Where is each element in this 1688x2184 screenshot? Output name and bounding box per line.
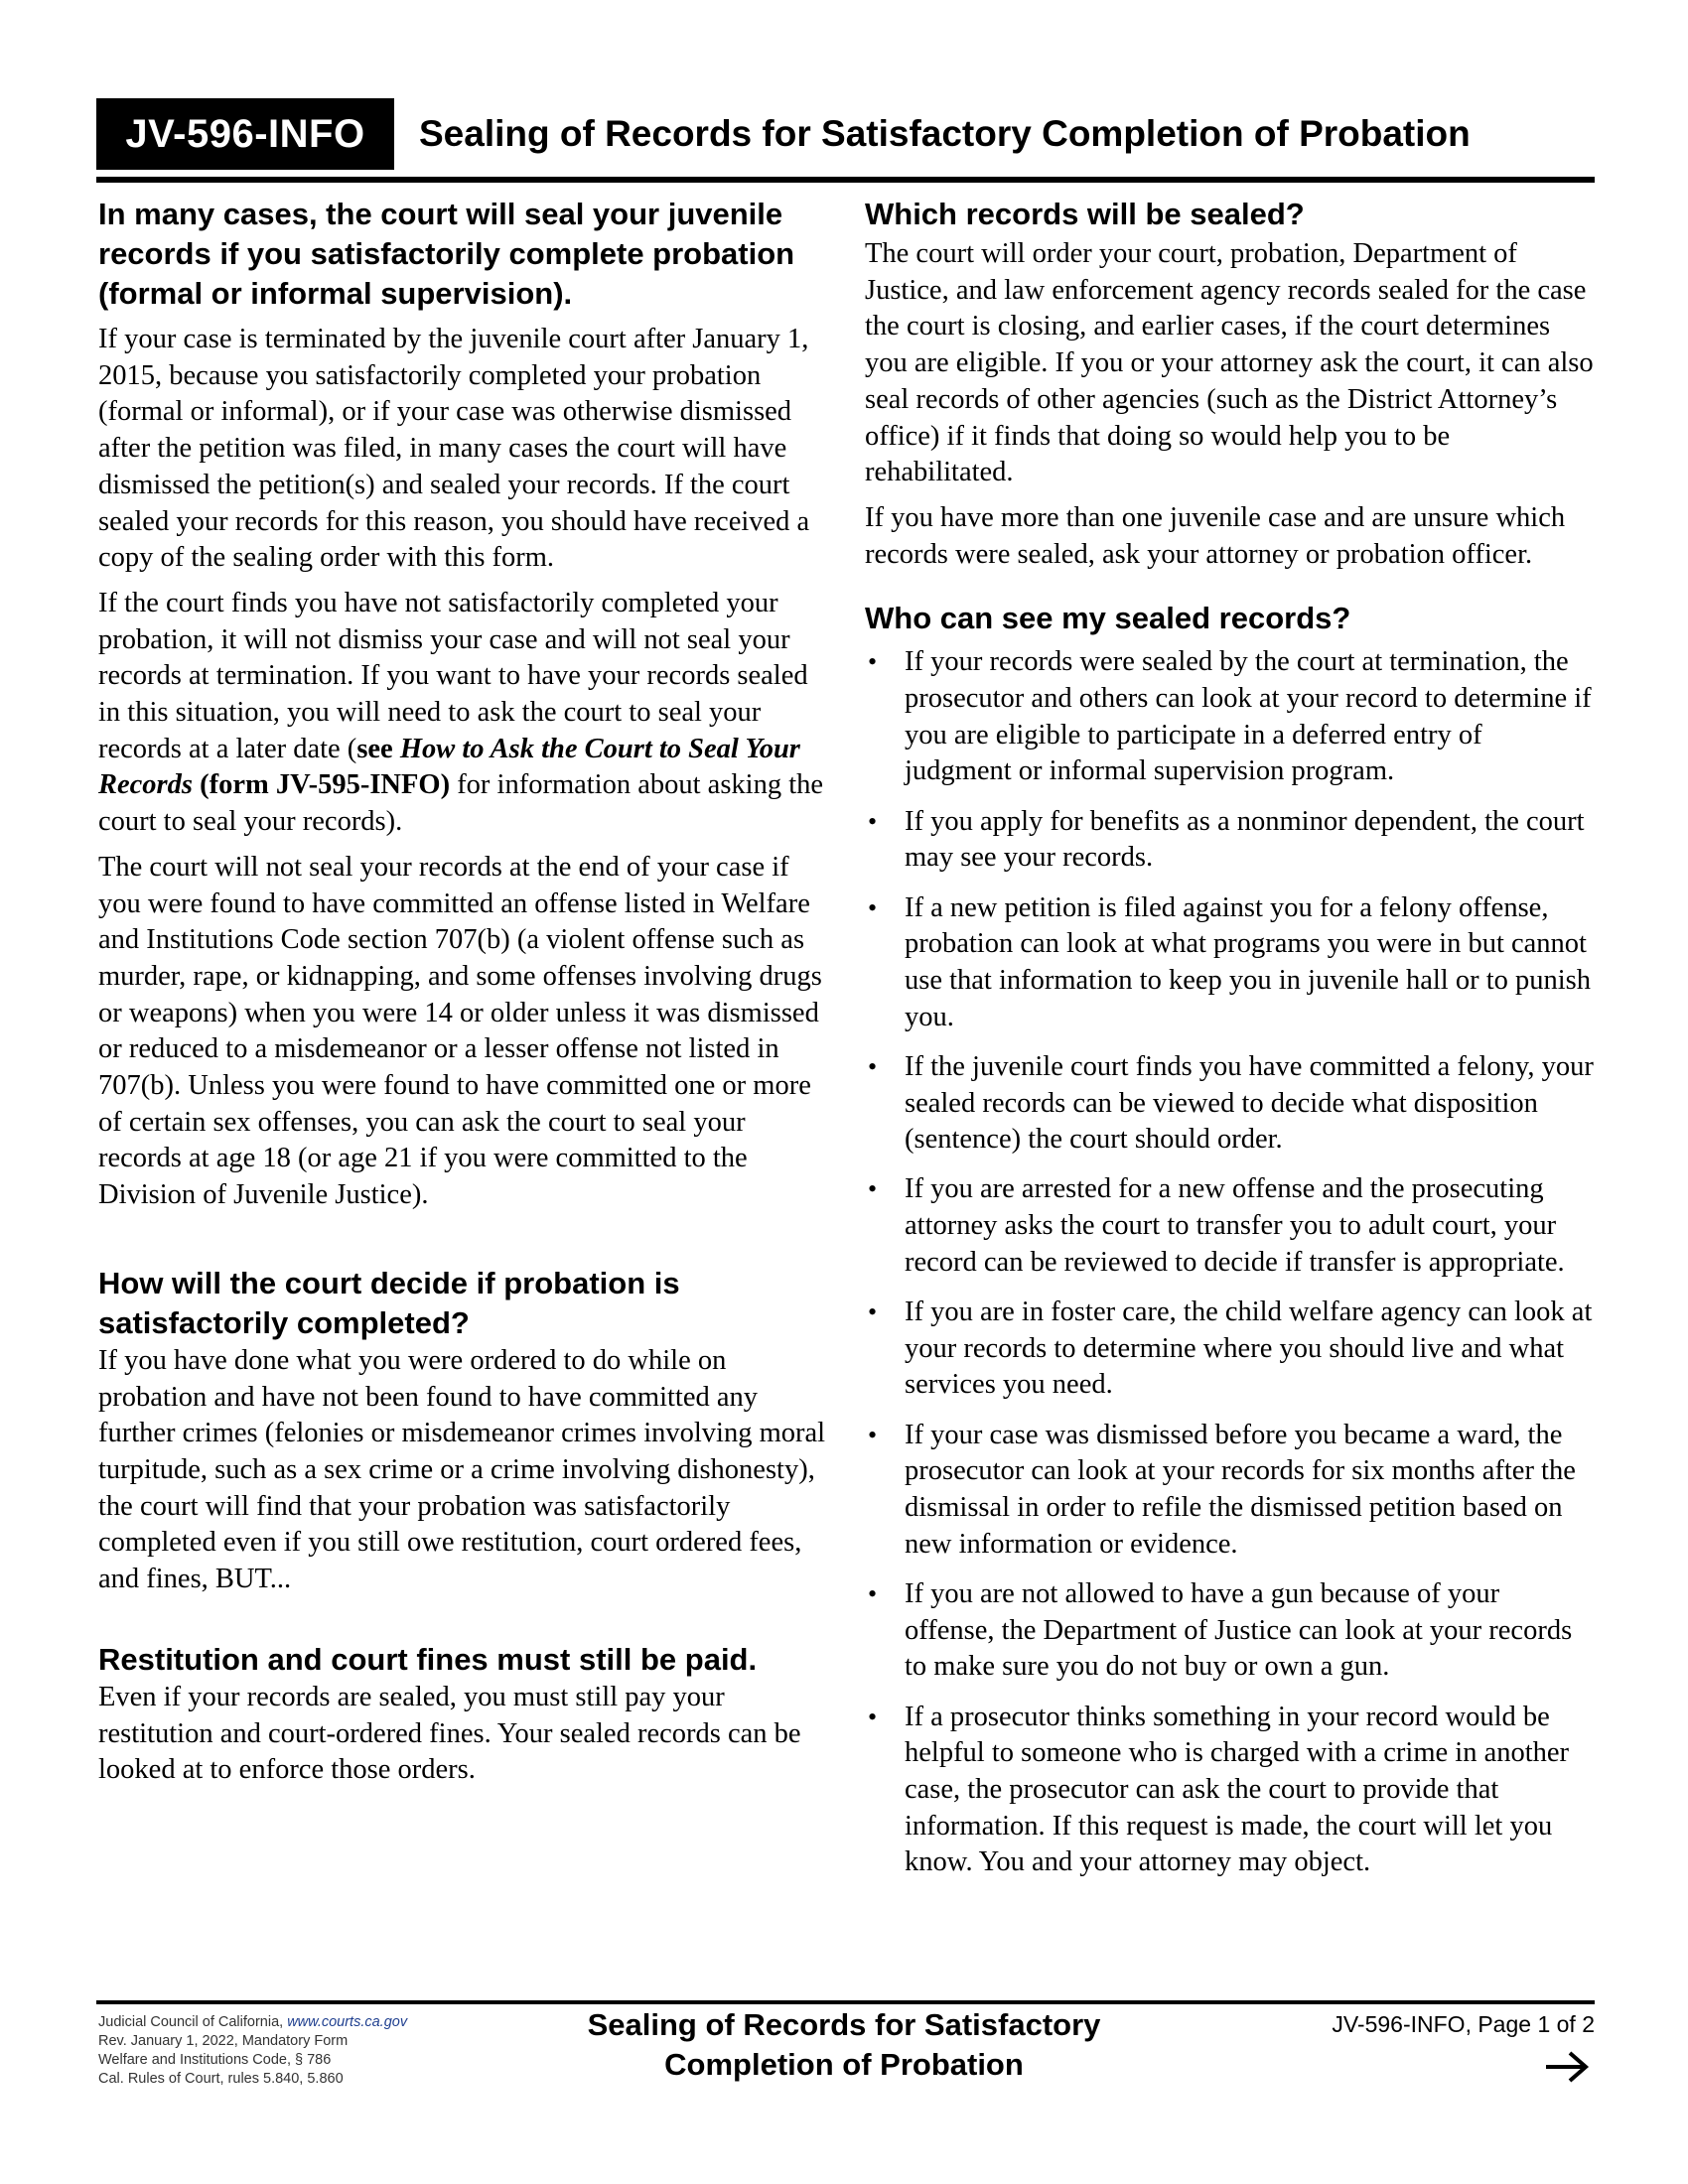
footer-code: Welfare and Institutions Code, § 786 <box>98 2052 332 2068</box>
footer-council-line <box>98 2013 515 2032</box>
intro-heading: In many cases, the court will seal your juvenile records if you satisfactorily complete probation (formal or informal supervision). <box>98 197 795 311</box>
decide-heading: How will the court decide if probation is satisfactorily completed? <box>98 1265 680 1340</box>
who-list-item: • If you apply for benefits as a nonminor dependent, the court may see your records. <box>865 804 1595 877</box>
who-heading: Who can see my sealed records? <box>865 601 1351 636</box>
who-list-item: • If a prosecutor thinks something in your record would be helpful to someone who is charged with a crime in another case, the prosecutor can ask the court to provide that information. If this request is made, the court will let you know. You and your attorney may object. <box>865 1700 1595 1882</box>
who-list-item: • If you are in foster care, the child welfare agency can look at your records to determine where you should live and what services you need. <box>865 1295 1595 1404</box>
right-column <box>865 195 1595 1895</box>
who-list <box>865 644 1595 1881</box>
footer-council: Judicial Council of California, <box>98 2014 288 2030</box>
footer-revision: Rev. January 1, 2022, Mandatory Form <box>98 2033 349 2049</box>
footer-rules: Cal. Rules of Court, rules 5.840, 5.860 <box>98 2071 344 2087</box>
footer-website-link[interactable]: www.courts.ca.gov <box>287 2014 408 2030</box>
footer-title-line-1: Sealing of Records for Satisfactory <box>587 2007 1101 2042</box>
restitution-paragraph: Even if your records are sealed, you must still pay your restitution and court-ordered fines. Your sealed records can be looked at to enforce those orders. <box>98 1681 801 1786</box>
right-arrow-icon[interactable] <box>1542 2047 1592 2087</box>
which-paragraph-2: If you have more than one juvenile case and are unsure which records were sealed, ask your attorney or probation officer. <box>865 501 1566 570</box>
restitution-heading: Restitution and court fines must still be paid. <box>98 1641 758 1677</box>
intro-paragraph-2-end: for information about asking the court to seal your records). <box>98 769 824 838</box>
decide-paragraph: If you have done what you were ordered to do while on probation and have not been found to have committed any further crimes (felonies or misdemeanor crimes involving moral turpitude, such as a sex crime or a crime involving dishonesty), the court will find that your probation was satisfactorily completed even if you still owe restitution, court ordered fees, and fines, BUT... <box>98 1344 826 1595</box>
footer-divider <box>96 2000 1595 2004</box>
intro-paragraph-2 <box>98 586 831 841</box>
who-list-item: • If you are not allowed to have a gun because of your offense, the Department of Justice can look at your records to make sure you do not buy or own a gun. <box>865 1576 1595 1686</box>
which-heading: Which records will be sealed? <box>865 197 1305 231</box>
who-list-item: • If your records were sealed by the court at termination, the prosecutor and others can look at your record to determine if you are eligible to participate in a deferred entry of judgment or informal supervision program. <box>865 644 1595 790</box>
referenced-form-title: How to Ask the Court to Seal Your Records <box>98 733 800 801</box>
form-title: Sealing of Records for Satisfactory Completion of Probation <box>419 113 1471 154</box>
header-divider <box>96 177 1595 183</box>
left-column <box>98 195 831 1789</box>
who-list-item: • If the juvenile court finds you have committed a felony, your sealed records can be viewed to decide what disposition (sentence) the court should order. <box>865 1049 1595 1159</box>
intro-paragraph-2-start: If the court finds you have not satisfactorily completed your probation, it will not dismiss your case and will not seal your records at termination. If you want to have your records sealed in this situation, you will need to ask the court to seal your records at a later date ( <box>98 587 808 764</box>
footer-page-label: JV-596-INFO, Page 1 of 2 <box>1332 2011 1595 2037</box>
referenced-form-id: (form JV-595-INFO) <box>193 769 451 801</box>
intro-paragraph-1: If your case is terminated by the juvenile court after January 1, 2015, because you satisfactorily completed your probation (formal or informal), or if your case was otherwise dismissed after the petition was filed, in many cases the court will have dismissed the petition(s) and sealed your records. If the court sealed your records for this reason, you should have received a copy of the sealing order with this form. <box>98 324 810 574</box>
who-section <box>865 599 1595 1881</box>
who-list-item: • If you are arrested for a new offense and the prosecuting attorney asks the court to transfer you to adult court, your record can be reviewed to decide if transfer is appropriate. <box>865 1171 1595 1281</box>
form-id-badge: JV-596-INFO <box>96 98 394 170</box>
intro-paragraph-3: The court will not seal your records at the end of your case if you were found to have committed an offense listed in Welfare and Institutions Code section 707(b) (a violent offense such as murder, rape, or kidnapping, and some offenses involving drugs or weapons) when you were 14 or older unless it was dismissed or reduced to a misdemeanor or a lesser offense not listed in 707(b). Unless you were found to have committed one or more of certain sex offenses, you can ask the court to seal your records at age 18 (or age 21 if you were committed to the Division of Juvenile Justice). <box>98 851 822 1211</box>
which-paragraph-1: The court will order your court, probation, Department of Justice, and law enforcement agency records sealed for the case the court is closing, and earlier cases, if the court determines you are eligible. If you or your attorney ask the court, it can also seal records of other agencies (such as the District Attorney’s office) if it finds that doing so would help you to be rehabilitated. <box>865 238 1594 488</box>
footer-title-line-2: Completion of Probation <box>664 2047 1024 2082</box>
who-list-item: • If your case was dismissed before you became a ward, the prosecutor can look at your records for six months after the dismissal in order to refile the dismissed petition based on new information or evidence. <box>865 1418 1595 1564</box>
see-reference: see <box>356 733 400 764</box>
who-list-item: • If a new petition is filed against you for a felony offense, probation can look at what programs you were in but cannot use that information to keep you in juvenile hall or to punish you. <box>865 890 1595 1036</box>
restitution-section <box>98 1640 831 1789</box>
decide-section <box>98 1264 831 1598</box>
footer-title <box>516 2005 1172 2085</box>
footer-citations <box>98 2013 515 2089</box>
